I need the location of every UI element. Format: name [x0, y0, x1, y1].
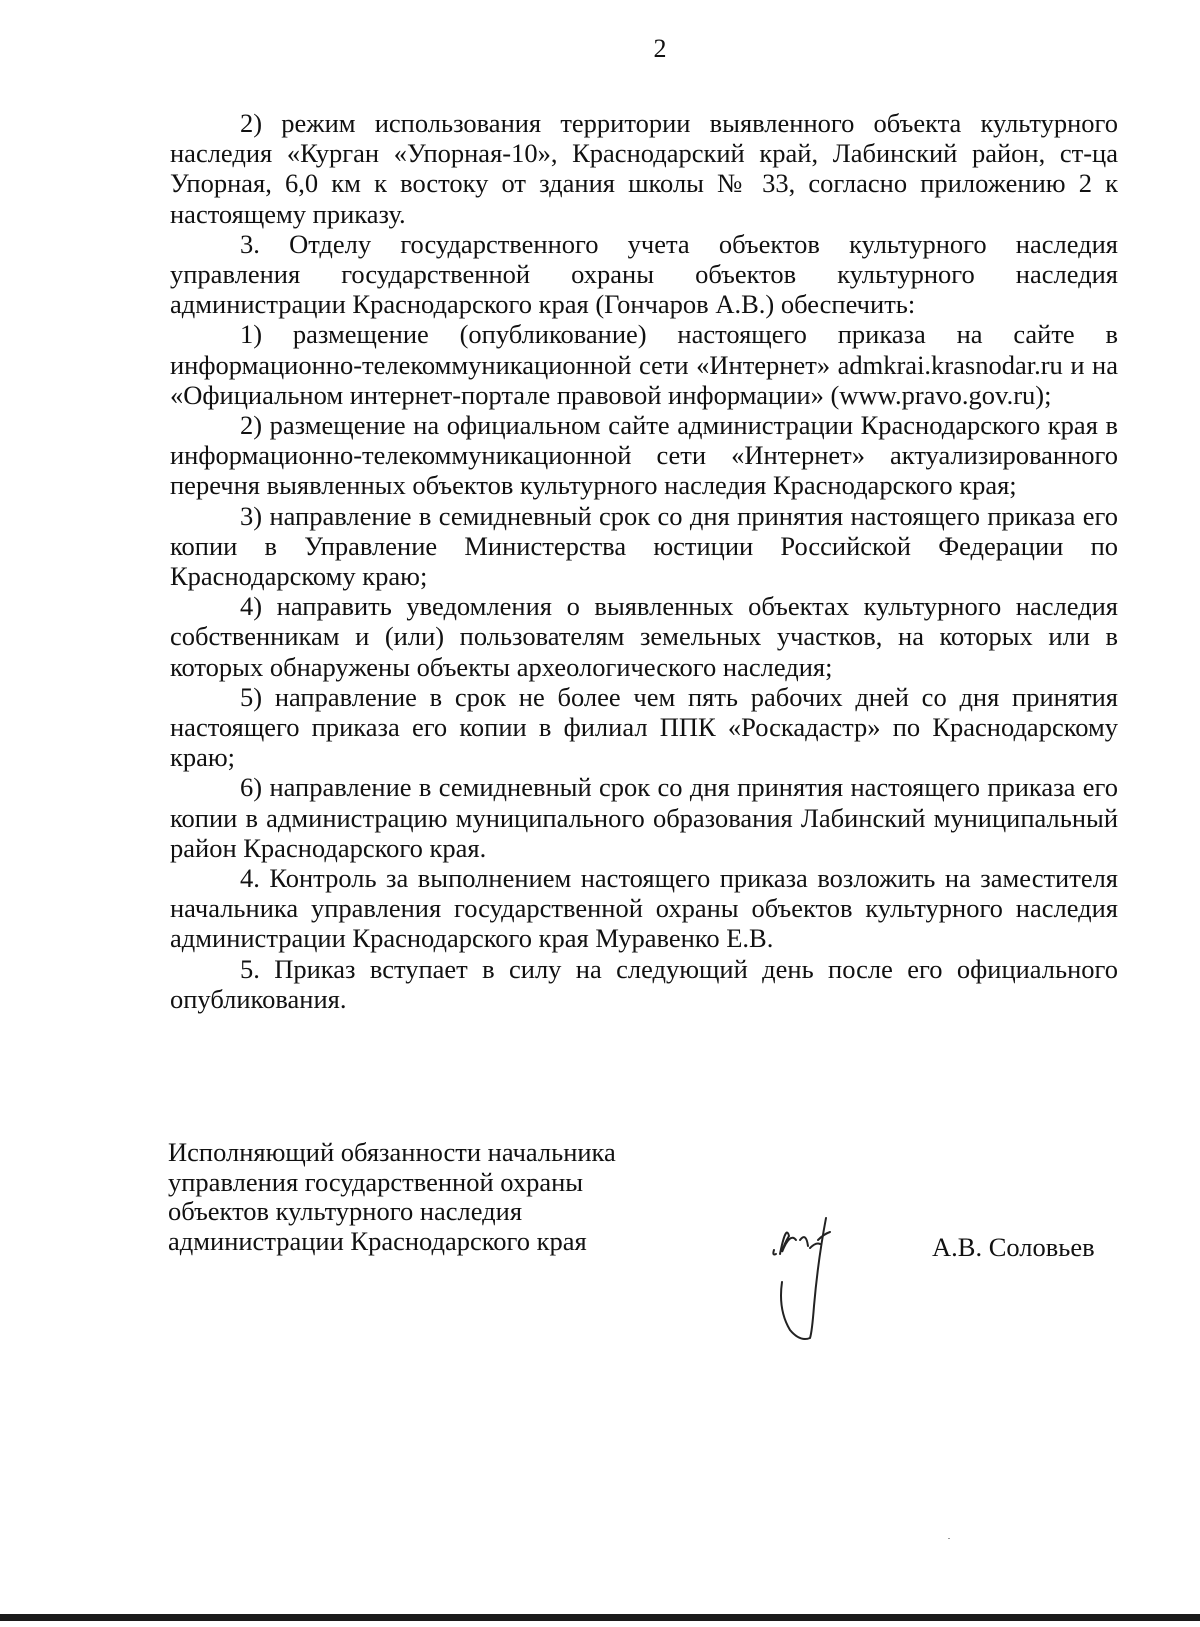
- handwritten-signature: [770, 1210, 880, 1350]
- signatory-title-line: администрации Краснодарского края: [168, 1225, 587, 1256]
- signatory-title: [168, 1138, 688, 1256]
- paragraph-item-6-municipality: 6) направление в семидневный срок со дня принятия настоящего приказа его копии в администрацию муниципального образования Лабинский муниципальный район Краснодарского края.: [170, 772, 1118, 863]
- document-body: [170, 108, 1118, 1014]
- paragraph-item-1-publication: 1) размещение (опубликование) настоящего приказа на сайте в информационно-телекоммуникационной сети «Интернет» admkrai.krasnodar.ru и на «Официальном интернет-портале правовой информации» (www.pravo.gov.ru);: [170, 319, 1118, 410]
- page-number: 2: [653, 34, 667, 63]
- paragraph-item-4-notifications: 4) направить уведомления о выявленных объектах культурного наследия собственникам и (или) пользователям земельных участков, на которых или в которых обнаружены объекты археологического наследия;: [170, 591, 1118, 682]
- paragraph-item-3-ministry: 3) направление в семидневный срок со дня принятия настоящего приказа его копии в Управление Министерства юстиции Российской Федерации по Краснодарскому краю;: [170, 500, 1118, 592]
- scan-speck: [948, 1538, 950, 1539]
- paragraph-section-4: 4. Контроль за выполнением настоящего приказа возложить на заместителя начальника управления государственной охраны объектов культурного наследия администрации Краснодарского края Муравенко Е.В.: [170, 863, 1118, 954]
- paragraph-item-2-regime: 2) режим использования территории выявленного объекта культурного наследия «Курган «Упорная-10», Краснодарский край, Лабинский район, ст-ца Упорная, 6,0 км к востоку от здания школы № 33, согласно приложению 2 к настоящему приказу.: [170, 108, 1118, 229]
- signatory-title-line: управления государственной охраны: [168, 1166, 584, 1197]
- paragraph-section-5: 5. Приказ вступает в силу на следующий день после его официального опубликования.: [170, 953, 1118, 1014]
- paragraph-item-5-roskadastr: 5) направление в срок не более чем пять рабочих дней со дня принятия настоящего приказа его копии в филиал ППК «Роскадастр» по Краснодарскому краю;: [170, 681, 1118, 773]
- scan-bottom-edge: [0, 1614, 1200, 1621]
- paragraph-section-3: 3. Отделу государственного учета объектов культурного наследия управления государственной охраны объектов культурного наследия администрации Краснодарского края (Гончаров А.В.) обеспечить:: [170, 228, 1118, 320]
- signatory-title-line: объектов культурного наследия: [168, 1196, 523, 1226]
- signatory-title-line: Исполняющий обязанности начальника: [168, 1137, 616, 1167]
- paragraph-item-2-website: 2) размещение на официальном сайте администрации Краснодарского края в информационно-телекоммуникационной сети «Интернет» актуализированного перечня выявленных объектов культурного наследия Краснодарского края;: [170, 410, 1118, 501]
- signatory-name: А.В. Соловьев: [932, 1232, 1095, 1262]
